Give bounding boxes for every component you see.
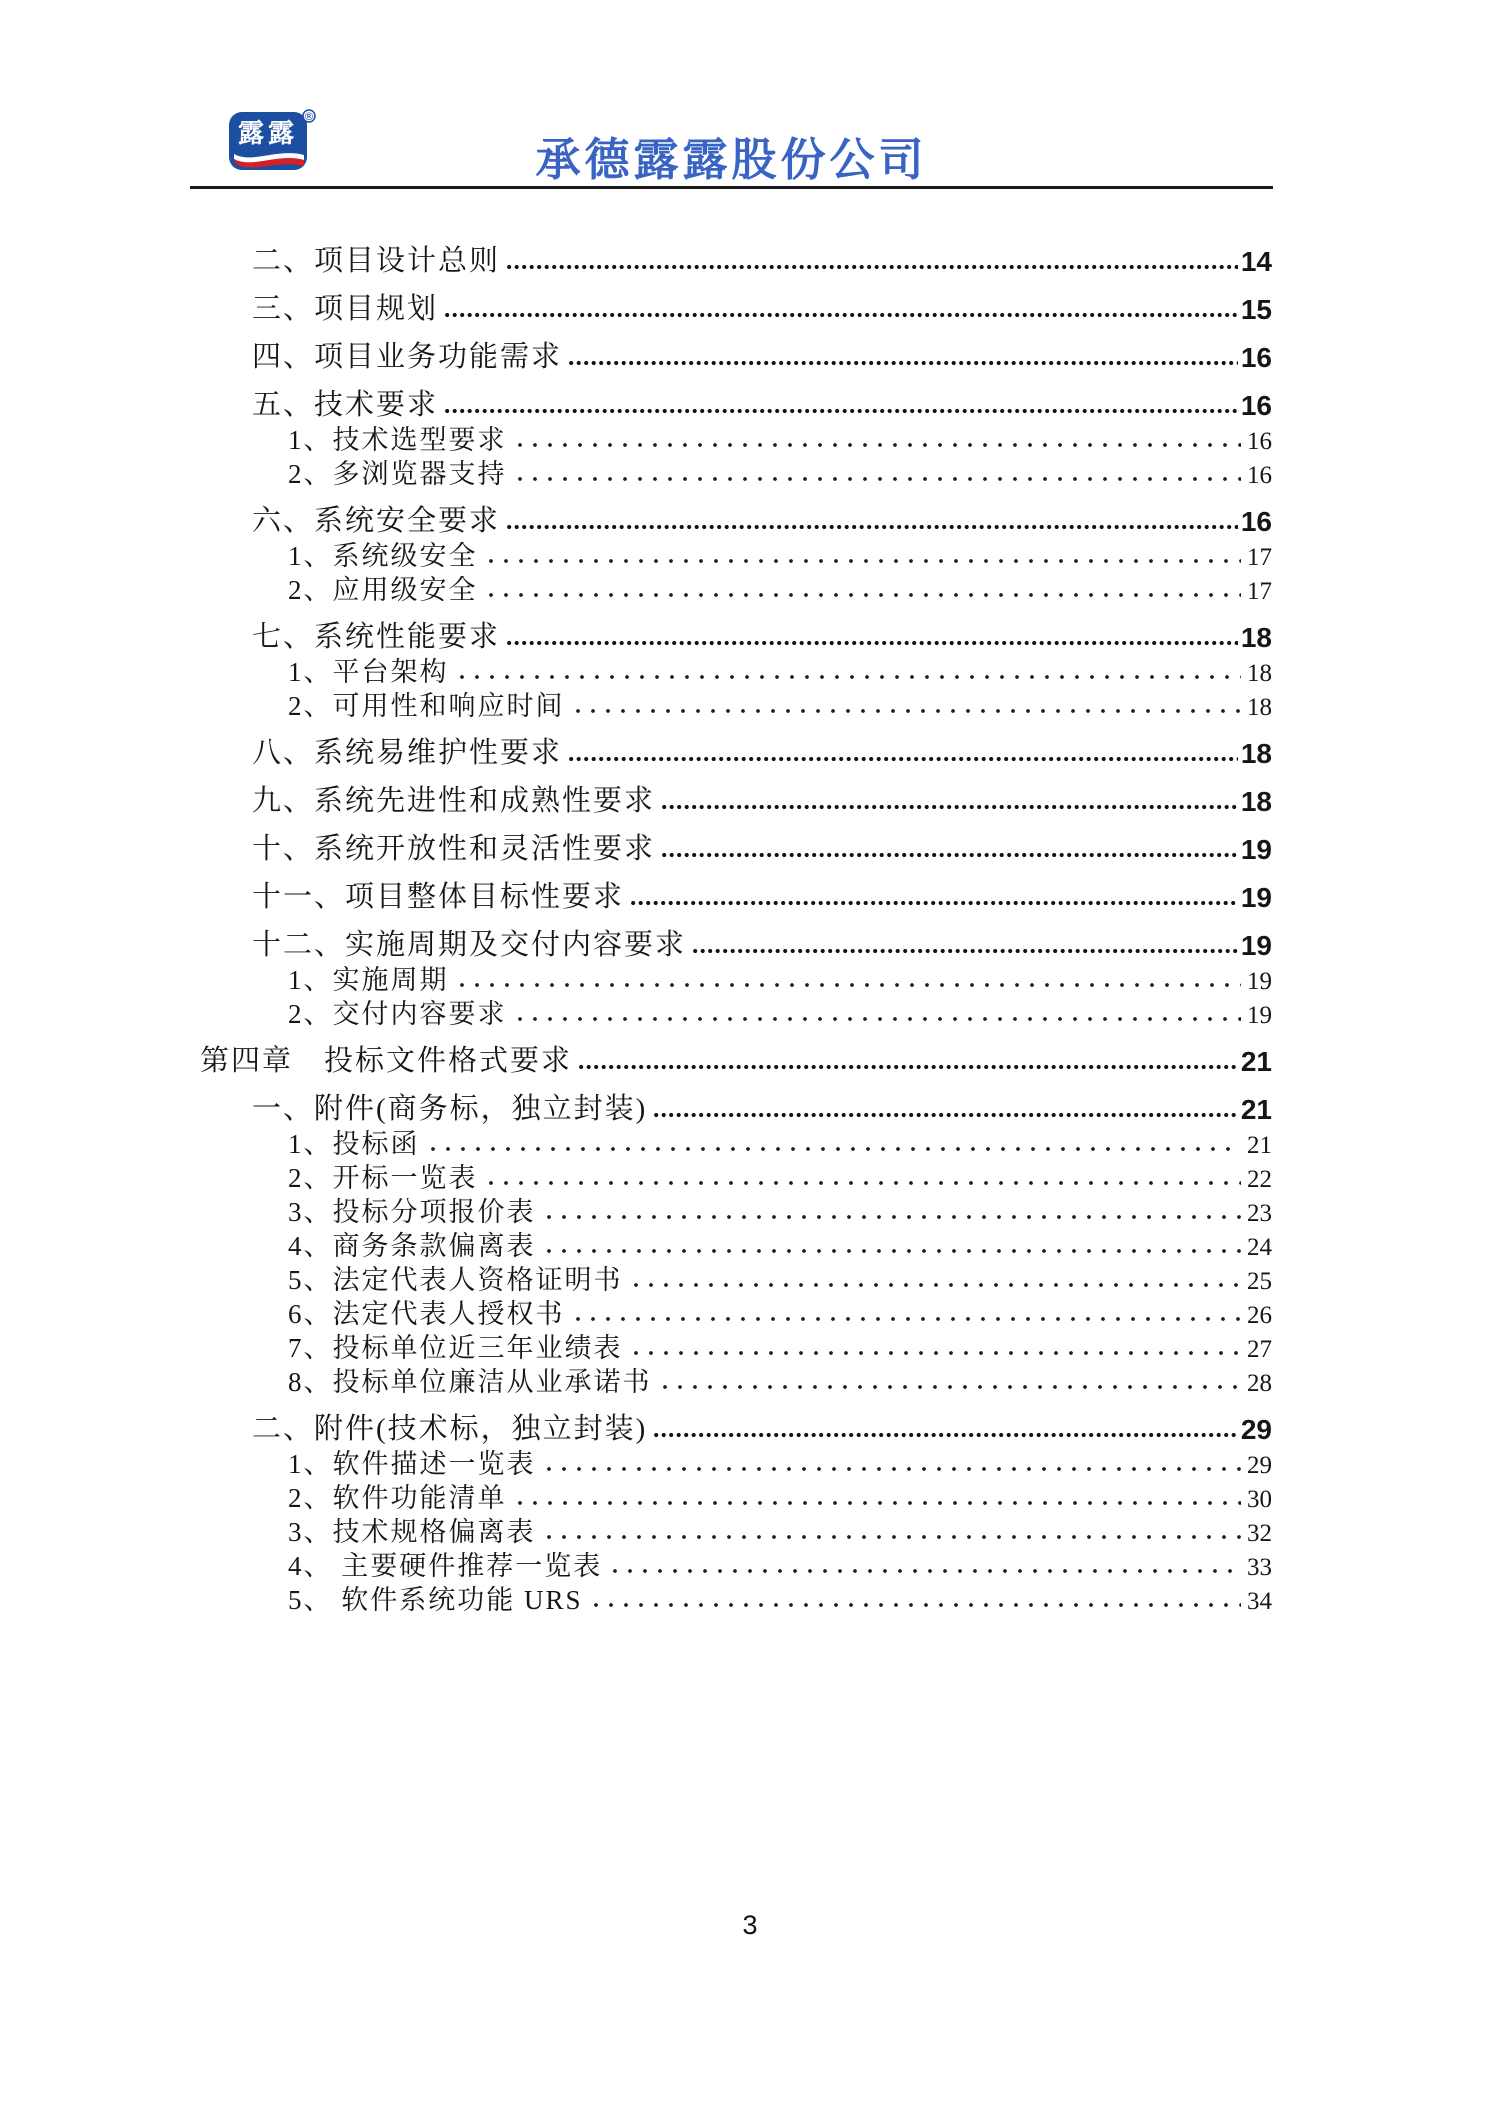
toc-entry-title: 第四章 投标文件格式要求 — [200, 1045, 573, 1077]
toc-entry — [200, 778, 1272, 816]
dot-leader — [575, 707, 1242, 715]
dot-leader — [692, 947, 1238, 955]
dot-leader — [662, 1383, 1242, 1391]
toc-entry-title: 十一、项目整体目标性要求 — [252, 881, 625, 913]
company-name: 承德露露股份公司 — [535, 133, 928, 186]
toc-entry-title: 十二、实施周期及交付内容要求 — [252, 929, 687, 961]
dot-leader — [546, 1533, 1242, 1541]
dot-leader — [488, 1179, 1242, 1187]
dot-leader — [488, 591, 1242, 599]
dot-leader — [517, 441, 1242, 449]
dot-leader — [444, 407, 1238, 415]
dot-leader — [630, 899, 1238, 907]
toc-entry-page: 18 — [1247, 660, 1272, 687]
toc-entry-title: 2、多浏览器支持 — [288, 459, 507, 489]
dot-leader — [546, 1465, 1242, 1473]
toc-entry — [200, 454, 1272, 488]
toc-entry-page: 32 — [1247, 1520, 1272, 1547]
toc-entry-title: 1、投标函 — [288, 1129, 420, 1159]
dot-leader — [488, 557, 1242, 565]
page-header — [190, 0, 1273, 189]
toc-entry-title: 2、交付内容要求 — [288, 999, 507, 1029]
toc-entry — [200, 1086, 1272, 1124]
toc-entry-title: 2、软件功能清单 — [288, 1483, 507, 1513]
toc-entry-page: 16 — [1247, 428, 1272, 455]
toc-entry — [200, 1294, 1272, 1328]
toc-entry — [200, 1328, 1272, 1362]
toc-entry-page: 21 — [1240, 1094, 1272, 1125]
dot-leader — [444, 311, 1238, 319]
dot-leader — [506, 639, 1238, 647]
toc-entry-title: 2、应用级安全 — [288, 575, 478, 605]
toc-entry — [200, 536, 1272, 570]
toc-entry — [200, 1192, 1272, 1226]
logo-text: 露露 — [237, 119, 299, 149]
toc-entry-title: 8、投标单位廉洁从业承诺书 — [288, 1367, 652, 1397]
dot-leader — [661, 851, 1238, 859]
toc-entry — [200, 238, 1272, 276]
toc-entry-title: 四、项目业务功能需求 — [252, 341, 563, 373]
dot-leader — [593, 1601, 1241, 1609]
toc-entry — [200, 570, 1272, 604]
dot-leader — [430, 1145, 1242, 1153]
dot-leader — [568, 359, 1238, 367]
toc-entry — [200, 960, 1272, 994]
toc-entry-title: 3、技术规格偏离表 — [288, 1517, 536, 1547]
dot-leader — [517, 1499, 1242, 1507]
toc-entry-title: 1、软件描述一览表 — [288, 1449, 536, 1479]
toc-entry-page: 30 — [1247, 1486, 1272, 1513]
dot-leader — [661, 803, 1238, 811]
logo-registered-mark: ® — [303, 110, 315, 123]
toc-entry-page: 16 — [1240, 390, 1272, 421]
toc-entry — [200, 1038, 1272, 1076]
toc-entry-page: 19 — [1240, 930, 1272, 961]
toc-entry-title: 五、技术要求 — [252, 389, 439, 421]
toc-entry-title: 二、项目设计总则 — [252, 245, 501, 277]
toc-entry — [200, 686, 1272, 720]
dot-leader — [633, 1349, 1242, 1357]
toc-entry-page: 17 — [1247, 578, 1272, 605]
toc-entry-page: 19 — [1247, 1002, 1272, 1029]
toc-entry — [200, 1260, 1272, 1294]
toc-entry — [200, 498, 1272, 536]
toc-entry — [200, 1478, 1272, 1512]
toc-entry-title: 1、平台架构 — [288, 657, 449, 687]
toc-entry-title: 1、系统级安全 — [288, 541, 478, 571]
toc-entry-page: 18 — [1240, 738, 1272, 769]
toc-entry-page: 19 — [1240, 882, 1272, 913]
dot-leader — [575, 1315, 1242, 1323]
toc-entry — [200, 334, 1272, 372]
toc-entry-title: 4、商务条款偏离表 — [288, 1231, 536, 1261]
dot-leader — [546, 1213, 1242, 1221]
toc-entry — [200, 874, 1272, 912]
toc-entry-page: 24 — [1247, 1234, 1272, 1261]
toc-entry-title: 七、系统性能要求 — [252, 621, 501, 653]
toc-entry-title: 5、法定代表人资格证明书 — [288, 1265, 623, 1295]
toc-entry — [200, 1226, 1272, 1260]
toc-entry — [200, 922, 1272, 960]
dot-leader — [612, 1567, 1241, 1575]
toc-entry-title: 1、实施周期 — [288, 965, 449, 995]
toc-entry — [200, 730, 1272, 768]
toc-entry-title: 5、 软件系统功能 URS — [288, 1585, 583, 1615]
toc-entry-title: 3、投标分项报价表 — [288, 1197, 536, 1227]
dot-leader — [506, 263, 1238, 271]
dot-leader — [517, 475, 1242, 483]
toc-entry-title: 4、 主要硬件推荐一览表 — [288, 1551, 603, 1581]
toc-entry-page: 18 — [1240, 786, 1272, 817]
toc-entry — [200, 1546, 1272, 1580]
toc-entry-page: 25 — [1247, 1268, 1272, 1295]
dot-leader — [633, 1281, 1242, 1289]
dot-leader — [653, 1111, 1238, 1119]
dot-leader — [568, 755, 1238, 763]
toc-entry-page: 14 — [1240, 246, 1272, 277]
dot-leader — [653, 1431, 1238, 1439]
toc-entry-title: 二、附件(技术标，独立封装) — [252, 1413, 648, 1445]
toc-entry-title: 7、投标单位近三年业绩表 — [288, 1333, 623, 1363]
toc-list — [200, 228, 1272, 1614]
toc-entry-title: 六、系统安全要求 — [252, 505, 501, 537]
toc-entry-page: 16 — [1247, 462, 1272, 489]
toc-entry-title: 十、系统开放性和灵活性要求 — [252, 833, 656, 865]
toc-entry-page: 28 — [1247, 1370, 1272, 1397]
toc-entry-title: 三、项目规划 — [252, 293, 439, 325]
toc-entry — [200, 1362, 1272, 1396]
toc-entry — [200, 1512, 1272, 1546]
dot-leader — [459, 673, 1242, 681]
toc-entry-page: 17 — [1247, 544, 1272, 571]
toc-entry — [200, 614, 1272, 652]
toc-entry-title: 一、附件(商务标，独立封装) — [252, 1093, 648, 1125]
toc-entry-page: 16 — [1240, 342, 1272, 373]
toc-entry-page: 29 — [1240, 1414, 1272, 1445]
toc-entry-title: 1、技术选型要求 — [288, 425, 507, 455]
toc-entry-page: 21 — [1247, 1132, 1272, 1159]
toc-entry-page: 15 — [1240, 294, 1272, 325]
dot-leader — [578, 1063, 1238, 1071]
toc-entry-title: 九、系统先进性和成熟性要求 — [252, 785, 656, 817]
dot-leader — [517, 1015, 1242, 1023]
toc-entry-page: 18 — [1240, 622, 1272, 653]
toc-entry-page: 29 — [1247, 1452, 1272, 1479]
toc-entry-page: 26 — [1247, 1302, 1272, 1329]
toc-entry — [200, 1124, 1272, 1158]
dot-leader — [459, 981, 1242, 989]
toc-entry-title: 6、法定代表人授权书 — [288, 1299, 565, 1329]
toc-entry-title: 2、可用性和响应时间 — [288, 691, 565, 721]
toc-entry — [200, 994, 1272, 1028]
toc-entry-page: 23 — [1247, 1200, 1272, 1227]
dot-leader — [546, 1247, 1242, 1255]
toc-entry — [200, 1406, 1272, 1444]
toc-entry-page: 16 — [1240, 506, 1272, 537]
toc-entry-page: 19 — [1240, 834, 1272, 865]
toc-entry-page: 18 — [1247, 694, 1272, 721]
page-number: 3 — [742, 1910, 758, 1940]
toc-entry — [200, 652, 1272, 686]
toc-entry — [200, 1580, 1272, 1614]
toc-entry-page: 34 — [1247, 1588, 1272, 1615]
toc-entry — [200, 1444, 1272, 1478]
toc-entry-page: 22 — [1247, 1166, 1272, 1193]
toc-entry — [200, 826, 1272, 864]
toc-entry-page: 33 — [1247, 1554, 1272, 1581]
toc-entry-page: 21 — [1240, 1046, 1272, 1077]
toc-entry — [200, 1158, 1272, 1192]
toc-entry — [200, 286, 1272, 324]
dot-leader — [506, 523, 1238, 531]
toc-entry-title: 2、开标一览表 — [288, 1163, 478, 1193]
toc-entry — [200, 420, 1272, 454]
toc-entry-title: 八、系统易维护性要求 — [252, 737, 563, 769]
toc-entry-page: 27 — [1247, 1336, 1272, 1363]
toc-entry-page: 19 — [1247, 968, 1272, 995]
toc-entry — [200, 382, 1272, 420]
